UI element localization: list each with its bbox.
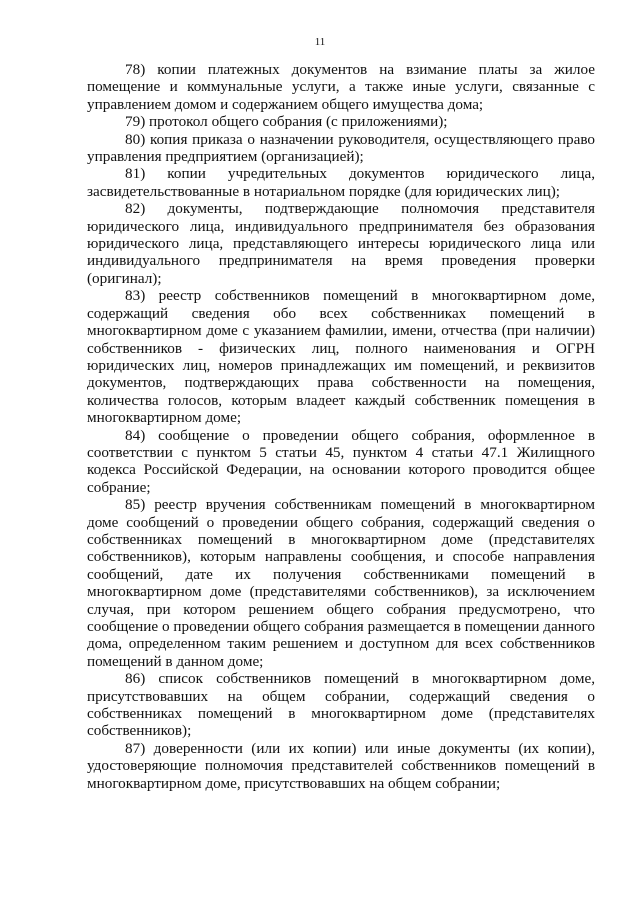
list-item: 78) копии платежных документов на взимание платы за жилое помещение и коммунальные услуги, а также иные услуги, связанные с управлением домом и содержанием общего имущества дома; bbox=[87, 61, 595, 113]
page-number: 11 bbox=[314, 36, 326, 48]
list-item: 81) копии учредительных документов юридического лица, засвидетельствованные в нотариальном порядке (для юридических лиц); bbox=[87, 165, 595, 200]
list-item: 83) реестр собственников помещений в многоквартирном доме, содержащий сведения обо всех собственниках помещений в многоквартирном доме с указанием фамилии, имени, отчества (при наличии) собственников - физических лиц, полного наименования и ОГРН юридических лиц, номеров принадлежащих им помещений, и реквизитов документов, подтверждающих права собственности на помещения, количества голосов, которым владеет каждый собственник помещения в многоквартирном доме; bbox=[87, 287, 595, 427]
list-item: 84) сообщение о проведении общего собрания, оформленное в соответствии с пунктом 5 статьи 45, пунктом 4 статьи 47.1 Жилищного кодекса Российской Федерации, на основании которого проводится общее собрание; bbox=[87, 426, 595, 496]
list-item: 80) копия приказа о назначении руководителя, осуществляющего право управления предприятием (организацией); bbox=[87, 130, 595, 166]
list-item: 79) протокол общего собрания (с приложениями); bbox=[125, 113, 448, 131]
list-item: 87) доверенности (или их копии) или иные документы (их копии), удостоверяющие полномочия представителей собственников помещений в многоквартирном доме, присутствовавших на общем собрании; bbox=[87, 739, 595, 792]
list-item: 86) список собственников помещений в многоквартирном доме, присутствовавших на общем собрании, содержащий сведения о собственниках помещений в многоквартирном доме (представителях собственников); bbox=[87, 670, 595, 740]
document-body bbox=[87, 61, 595, 792]
list-item: 85) реестр вручения собственникам помещений в многоквартирном доме сообщений о проведении общего собрания, содержащий сведения о собственниках помещений в многоквартирном доме (представителях собственников), которым направлены сообщения, и способе направления сообщений, дате их получения собственниками помещений в многоквартирном доме (представителями собственников), за исключением случая, при котором решением общего собрания предусмотрено, что сообщение о проведении общего собрания размещается в помещении данного дома, определенном таким решением и доступном для всех собственников помещений в данном доме; bbox=[87, 496, 595, 670]
list-item: 82) документы, подтверждающие полномочия представителя юридического лица, индивидуального предпринимателя без образования юридического лица, представляющего интересы юридического лица или индивидуального предпринимателя на время проведения проверки (оригинал); bbox=[87, 200, 595, 287]
